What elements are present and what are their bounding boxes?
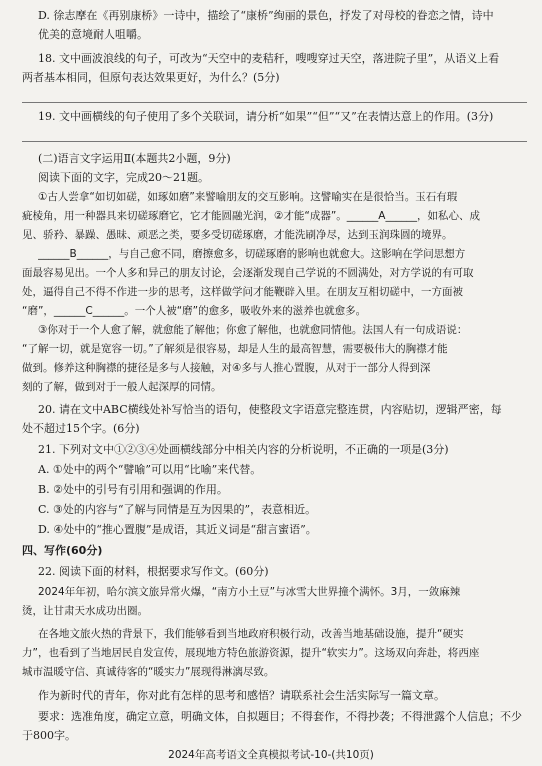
question-18-cont: 两者基本相同，但原句表达效果更好，为什么？(5分) [22, 71, 280, 84]
question-18: 18. 文中画波浪线的句子，可改为“天空中的麦秸秆，嗖嗖穿过天空，落进院子里”，从语义上看 [38, 52, 500, 65]
question-20: 20. 请在文中ABC横线处补写恰当的语句，使整段文字语意完整连贯，内容贴切，逻辑严密，每 [38, 403, 502, 416]
option-b-q21: B. ②处中的引号有引用和强调的作用。 [38, 483, 228, 496]
answer-line-18 [22, 102, 527, 103]
passage-line-6: 处，逼得自己不得不作进一步的思考，这样做学问才能鞭辟入里。在朋友互相切磋中，一方面被 [22, 286, 463, 298]
option-d-q21: D. ④处中的“推心置腹”是成语，其近义词是“甜言蜜语”。 [38, 523, 317, 536]
question-19: 19. 文中画横线的句子使用了多个关联词，请分析“如果”“但”“又”在表情达意上的作用。(3分) [38, 110, 494, 123]
passage-line-11: 刻的了解，做到对于一般人起深厚的同情。 [22, 381, 222, 393]
material-line-5: 城市温暖守信、真诚待客的“暖实力”展现得淋漓尽致。 [22, 666, 275, 678]
passage-line-10: 做到。修养这种胸襟的捷径是多与人接触，对④多与人推心置腹，从对于一部分人得到深 [22, 362, 431, 374]
material-line-1: 2024年年初，哈尔滨文旅异常火爆，“南方小土豆”与冰雪大世界撞个满怀。3月，一敛麻辣 [38, 586, 461, 598]
passage-line-4: ______B______，与自己愈不同，磨擦愈多，切磋琢磨的影响也就愈大。这影响在学问思想方 [38, 248, 466, 260]
passage-line-5: 面最容易见出。一个人多和异己的朋友讨论，会逐渐发现自己学说的不圆满处，对方学说的有可取 [22, 267, 474, 279]
passage-line-2: 疵棱角，用一种器具来切磋琢磨它，它才能圆融光润，②才能“成器”。______A______，如私心、成 [22, 210, 480, 222]
writing-prompt: 作为新时代的青年，你对此有怎样的思考和感悟？请联系社会生活实际写一篇文章。 [38, 689, 445, 702]
question-21: 21. 下列对文中①②③④处画横线部分中相关内容的分析说明，不正确的一项是(3分) [38, 443, 449, 456]
material-line-2: 烫，让甘肃天水成功出圈。 [22, 605, 148, 617]
passage-line-7: “磨”，______C______。一个人被“磨”的愈多，吸收外来的滋养也就愈多。 [22, 305, 367, 317]
question-22: 22. 阅读下面的材料，根据要求写作文。(60分) [38, 565, 269, 578]
option-d-q17: D. 徐志摩在《再别康桥》一诗中，描绘了“康桥”绚丽的景色，抒发了对母校的眷恋之情，诗中 [38, 9, 494, 22]
page-footer: 2024年高考语文全真模拟考试-10-(共10页) [168, 749, 374, 761]
passage-line-3: 见、骄矜、暴躁、愚昧、顽恶之类，要多受切磋琢磨，才能洗刷净尽，达到玉润珠圆的境界。 [22, 229, 453, 241]
question-20-cont: 处不超过15个字。(6分) [22, 422, 140, 435]
writing-requirements: 要求：选准角度，确定立意，明确文体，自拟题目；不得套作，不得抄袭；不得泄露个人信息；不少 [38, 710, 522, 723]
section-title-writing: 四、写作(60分) [22, 544, 103, 557]
option-d-q17-cont: 优美的意境耐人咀嚼。 [38, 28, 148, 41]
option-a-q21: A. ①处中的两个“譬喻”可以用“比喻”来代替。 [38, 463, 262, 476]
reading-instruction: 阅读下面的文字，完成20～21题。 [38, 171, 209, 184]
material-line-3: 在各地文旅火热的背景下，我们能够看到当地政府积极行动，改善当地基础设施，提升“硬实 [38, 628, 464, 640]
material-line-4: 力”，也看到了当地居民自发宣传，展现地方特色旅游资源，提升“软实力”。这场双向奔赴，将西座 [22, 647, 480, 659]
passage-line-1: ①古人尝拿“如切如磋，如琢如磨”来譬喻朋友的交互影响。这譬喻实在是很恰当。玉石有瑕 [38, 191, 458, 203]
option-c-q21: C. ③处的内容与“了解与同情是互为因果的”，表意相近。 [38, 503, 317, 516]
answer-line-19 [22, 141, 527, 142]
passage-line-9: “了解一切，就是宽容一切。”了解须是很容易，却是人生的最高智慧，需要极伟大的胸襟才能 [22, 343, 448, 355]
passage-line-8: ③你对于一个人愈了解，就愈能了解他；你愈了解他，也就愈同情他。法国人有一句成语说： [38, 324, 468, 336]
section-title-language-2: (二)语言文字运用Ⅱ(本题共2小题，9分) [38, 152, 231, 165]
writing-requirements-cont: 于800字。 [22, 729, 76, 742]
